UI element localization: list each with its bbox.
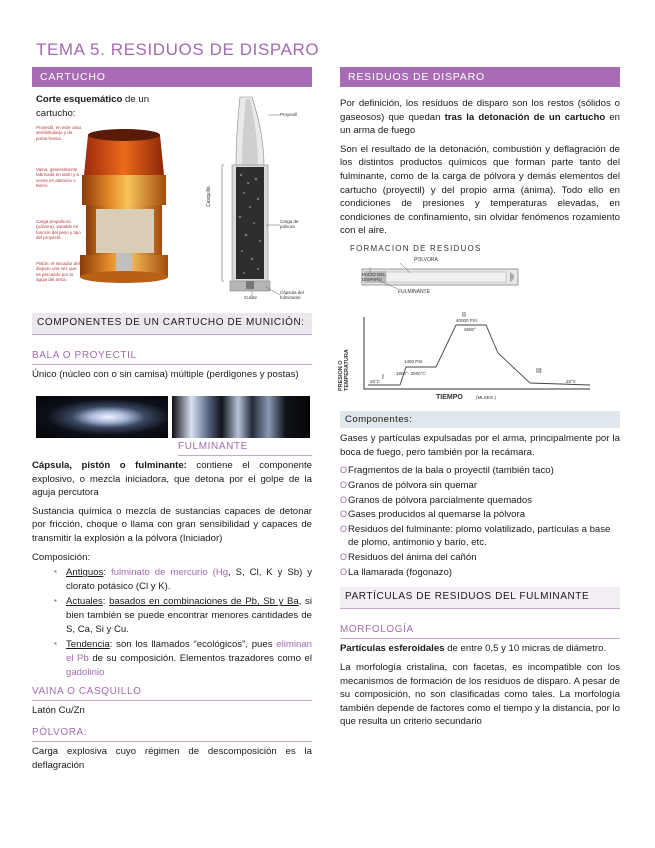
cartucho-header: CARTUCHO — [32, 67, 312, 87]
graph-xunit: (MLSEG.) — [476, 395, 497, 401]
label-proyectil: Proyectil — [280, 112, 298, 117]
fulminante-rest: contiene el componente explosivo, o mezcla iniciadora, que detona por el golpe de la aguja percutora — [32, 459, 312, 499]
gases-text: Gases y partículas expulsadas por el arma, principalmente por la boca de fuego, pero también por la recámara. — [340, 433, 620, 458]
graph-label-1800: 1800°- 2000°C — [396, 371, 426, 377]
composicion-item-actuales — [54, 595, 312, 636]
label-carga: Carga de pólvora — [280, 219, 299, 230]
formacion-title: FORMACION DE RESIDUOS — [350, 244, 482, 254]
morf-bold: Partículas esferoidales — [340, 643, 445, 655]
corte-rest: de un cartucho: — [36, 94, 150, 119]
flash-photos — [32, 396, 312, 440]
tendencia-rest2: de su composición. Elementos trazadores como el — [88, 652, 313, 664]
vaina-subheader: VAINA O CASQUILLO — [32, 685, 312, 701]
graph-ylabel: PRESION O TEMPERATURA — [338, 349, 351, 392]
graph-label-40000: 40000 PSI — [456, 318, 478, 324]
corte-caption — [36, 93, 154, 120]
formacion-polvora: POLVORA — [414, 257, 438, 264]
def-pre: Por definición, los residuos de disparo son los restos (sólidos o gaseosos) que quedan — [340, 98, 620, 123]
label-piston-note: Pistón: el iniciador del disparo una vez que es percutido por la aguja del arma. — [36, 261, 80, 283]
cutaway-image — [36, 123, 202, 293]
graph-label-25-left: 25°C — [370, 379, 381, 385]
actuales-label: Actuales — [66, 596, 103, 608]
graph-label-3600: 3600° — [464, 327, 476, 333]
vaina-text: Latón Cu/Zn — [32, 705, 85, 717]
antiguos-colon: : — [103, 567, 111, 579]
morf-rest: de entre 0,5 y 10 micras de diámetro. — [444, 643, 607, 655]
composicion-item-tendencia — [54, 638, 312, 679]
label-proyectil-note: Proyectil, en este caso semiblindado y de punta hueca. — [36, 125, 82, 141]
presion-illustration — [340, 313, 620, 403]
presion-graph — [340, 313, 620, 403]
graph-label-1400: 1400 PSI — [404, 359, 423, 365]
flash-photo-2 — [172, 396, 310, 438]
def-bold: tras la detonación de un cartucho — [444, 111, 606, 123]
list-item: O Residuos del fulminante: plomo volatilizado, partículas a base de plomo, antimonio y bario, etc. — [340, 523, 620, 550]
def-post: en un arma de fuego — [340, 111, 620, 137]
polvora-text: Carga explosiva cuyo régimen de descomposición es la deflagración — [32, 746, 312, 771]
label-capsula: Cápsula del fulminante — [280, 290, 304, 301]
formacion-fulminante: FULMINANTE — [398, 289, 430, 296]
label-culote: Culote — [244, 295, 258, 300]
tendencia-rest1: : son los llamados “ecológicos”, pues — [109, 639, 277, 651]
left-column — [32, 67, 312, 777]
graph-phase-i: I — [382, 374, 384, 382]
definicion-text — [340, 97, 620, 138]
graph-phase-iii: III — [536, 368, 542, 376]
corte-bold: Corte esquemático — [36, 94, 123, 105]
page-title: TEMA 5. RESIDUOS DE DISPARO — [36, 40, 320, 59]
list-item: O Fragmentos de la bala o proyectil (también taco) — [340, 464, 620, 478]
sectional-illustration — [208, 95, 310, 301]
right-column — [340, 67, 620, 734]
label-vaina-note: Vaina, generalmente fabricada en latón y a veces en aluminio o hierro. — [36, 167, 80, 189]
composicion-item-antiguos — [54, 566, 312, 593]
sectional-diagram — [208, 95, 310, 301]
label-carga-note: Carga propulsora (pólvora), variable en función del peso y tipo del proyectil. — [36, 219, 81, 241]
componentes-label: Componentes: — [340, 411, 620, 428]
actuales-underline: basados en combinaciones de Pb, Sb y Ba — [109, 596, 299, 608]
list-item: O Granos de pólvora parcialmente quemados — [340, 494, 620, 508]
particulas-header: PARTÍCULAS DE RESIDUOS DEL FULMINANTE — [340, 587, 620, 609]
list-item: O Gases producidos al quemarse la pólvora — [340, 508, 620, 522]
graph-phase-ii: II — [462, 312, 466, 320]
polvora-subheader: PÓLVORA: — [32, 726, 312, 742]
flash-photo-1 — [36, 396, 168, 438]
bala-text: Único (núcleo con o sin camisa) múltiple (perdigones y postas) — [32, 369, 299, 381]
bala-subheader: BALA O PROYECTIL — [32, 349, 312, 365]
label-casquillo: Casquillo — [206, 186, 212, 207]
tendencia-purple2: gadolinio — [66, 666, 105, 678]
componentes-list — [340, 464, 620, 579]
fulminante-subheader: FULMINANTE — [178, 440, 312, 456]
componentes-header: COMPONENTES DE UN CARTUCHO DE MUNICIÓN: — [32, 313, 312, 335]
list-item: O La llamarada (fogonazo) — [340, 566, 620, 580]
morfologia-subheader: MORFOLOGÍA — [340, 623, 620, 639]
morfologia-intro — [340, 642, 620, 656]
sustancia-text: Sustancia química o mezcla de sustancias capaces de detonar por fricción, choque o llama con gran sensibilidad y capaces de transmitir la explosión a la pólvora (Iniciador) — [32, 505, 312, 545]
actuales-rest: , si bien también se puede encontrar menores cantidades de S, Ca, Si y Cu. — [66, 596, 312, 635]
antiguos-purple: fulminato de mercurio (Hg — [110, 567, 229, 579]
graph-label-25-right: 25°C — [566, 379, 577, 385]
cartucho-figure — [32, 93, 312, 303]
formacion-inicio: INICIO DEL DISPARO — [362, 272, 386, 283]
actuales-colon: : — [102, 596, 110, 608]
list-item: O Residuos del ánima del cañón — [340, 551, 620, 565]
list-item: O Granos de pólvora sin quemar — [340, 479, 620, 493]
fulminante-text — [32, 459, 312, 500]
graph-xlabel: TIEMPO — [436, 394, 463, 402]
composicion-list — [54, 566, 312, 679]
resultado-text: Son el resultado de la detonación, combustión y deflagración de los distintos productos químicos que forman parte tanto del fulminante, como de la carga de pólvora y demás elementos del cartucho (proyectil) y del propio arma (ánima). Todo ello en condiciones de presiones y temperaturas elevadas, en condiciones de confinamiento, sin olvidar fenómenos rozamiento con el aire. — [340, 143, 620, 237]
formacion-diagram — [340, 243, 620, 313]
tendencia-purple: eliminan el Pb — [66, 639, 312, 664]
residuos-header: RESIDUOS DE DISPARO — [340, 67, 620, 87]
composicion-label: Composición: — [32, 551, 91, 563]
antiguos-label: Antiguos — [66, 567, 104, 579]
tendencia-label: Tendencia — [66, 639, 110, 651]
morfologia-text: La morfología cristalina, con facetas, es incompatible con los mecanismos de formación de los residuos de disparo. A pesar de su composición, no son clasificadas como tales. La morfología también depende de factores como el tiempo y la distancia, por lo que resulta un criterio secundario — [340, 661, 620, 728]
fulminante-bold: Cápsula, pistón o fulminante: — [32, 459, 187, 471]
antiguos-rest: , S, Cl, K y Sb) y clorato potásico (Cl y K). — [66, 567, 312, 592]
